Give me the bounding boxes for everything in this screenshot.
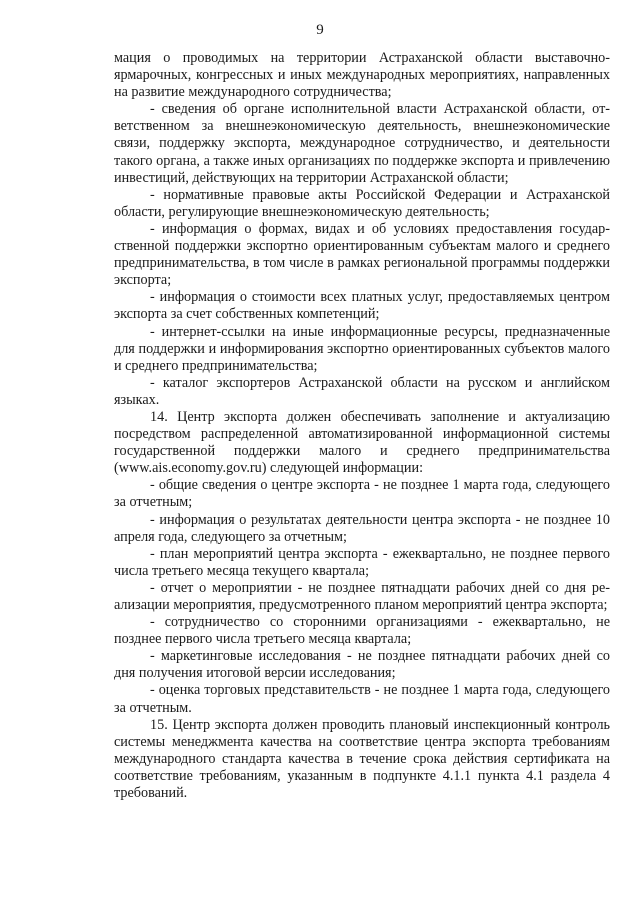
list-item-internet-links: - интернет-ссылки на иные информационные ресурсы, предназначенные для поддержки и информирования экспортно ориентированных субъектов малого и среднего предпринимательства; <box>114 323 610 374</box>
list-item-paid-services-cost: - информация о стоимости всех платных услуг, предоставляемых центром экспорта за счет собственных компетенций; <box>114 289 610 323</box>
list-item-trade-representations: - оценка торговых представительств - не позднее 1 марта года, следующего за отчетным. <box>114 682 610 716</box>
list-item-legal-acts: - нормативные правовые акты Российской Федерации и Астраханской области, регулирующие внешнеэкономическую деятельность; <box>114 186 610 220</box>
list-item-general-info: - общие сведения о центре экспорта - не позднее 1 марта года, следующего за отчетным; <box>114 477 610 511</box>
document-body <box>114 50 610 802</box>
page-number: 9 <box>316 22 324 38</box>
list-item-event-report: - отчет о мероприятии - не позднее пятнадцати рабочих дней со дня реализации мероприятия, предусмотренного планом мероприятий центра экспорта; <box>114 579 610 613</box>
list-item-executive-body-info: - сведения об органе исполнительной власти Астраханской области, ответственном за внешнеэкономическую деятельность, внешнеэкономические связи, поддержку экспорта, международное сотрудничество, и деятельности такого органа, а также иных организациях по поддержке экспорта и привлечению инвестиций, действующих на территории Астраханской области; <box>114 101 610 186</box>
list-item-exporters-catalog: - каталог экспортеров Астраханской области на русском и английском языках. <box>114 374 610 408</box>
list-item-results-info: - информация о результатах деятельности центра экспорта - не позднее 10 апреля года, следующего за отчетным; <box>114 511 610 545</box>
section-14-paragraph: 14. Центр экспорта должен обеспечивать заполнение и актуализацию посредством распределенной автоматизированной информационной системы государственной поддержки малого и среднего предпринимательства (www.ais.economy.gov.ru) следующей информации: <box>114 408 610 477</box>
paragraph-continuation: мация о проводимых на территории Астраханской области выставочно-ярмарочных, конгрессных и иных международных мероприятиях, направленных на развитие международного сотрудничества; <box>114 50 610 101</box>
list-item-state-support-info: - информация о формах, видах и об условиях предоставления государственной поддержки экспортно ориентированным субъектам малого и среднего предпринимательства, в том числе в рамках региональной программы поддержки экспорта; <box>114 220 610 289</box>
section-15-paragraph: 15. Центр экспорта должен проводить плановый инспекционный контроль системы менеджмента качества на соответствие центра экспорта требованиям международного стандарта качества в течение срока действия сертификата на соответствие требованиям, указанным в подпункте 4.1.1 пункта 4.1 раздела 4 требований. <box>114 716 610 802</box>
list-item-cooperation: - сотрудничество со сторонними организациями - ежеквартально, не позднее первого числа третьего месяца квартала; <box>114 614 610 648</box>
list-item-marketing-research: - маркетинговые исследования - не позднее пятнадцати рабочих дней со дня получения итоговой версии исследования; <box>114 648 610 682</box>
list-item-events-plan: - план мероприятий центра экспорта - ежеквартально, не позднее первого числа третьего месяца текущего квартала; <box>114 545 610 579</box>
